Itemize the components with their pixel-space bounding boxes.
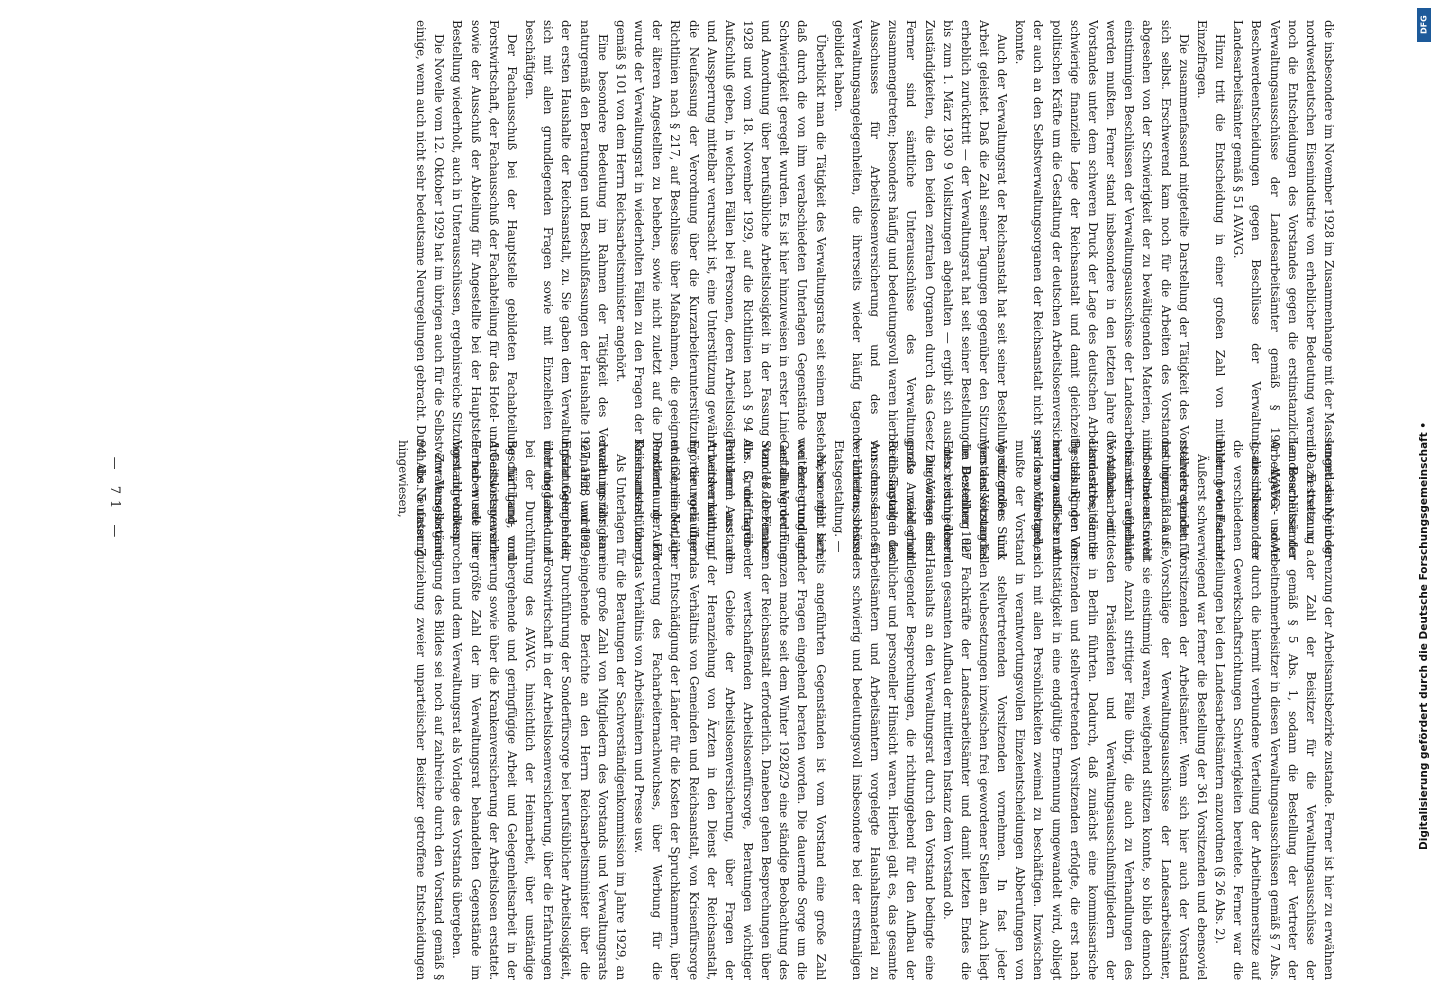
paragraph: Eine besondere Bedeutung im Rahmen der Tätigkeit des Verwaltungsrats kam naturgemäß den Beratungen und Beschlußfassungen der Haushalte 1927, 1928 und 1929, der ersten Haushalte der Reichsanstalt, zu. Sie gaben dem Verwaltungsrat Gelegenheit, sich mit allen grundlegenden Fragen sowie mit Einzelheiten richtunggebend zu beschäftigen. [523, 20, 610, 560]
text-column-lower [138, 440, 1338, 980]
dfg-logo: DFG [1417, 8, 1431, 42]
paragraph: Die Novelle vom 12. Oktober 1929 hat im übrigen auch für die Selbstverwaltungsorgane einige, wenn auch nicht sehr bedeutsame Neuregelungen gebracht. Durch die Neufassung [414, 20, 447, 560]
paragraph: Der Fachausschuß bei der Hauptstelle gebildeten Fachabteilung für Land- und Forstwirtschaft, der Fachausschuß der Fachabteilung für das Hotel- und Gastwirtsgewerbe sowie der Ausschuß der Abteilung für Angestellte bei der Hauptstelle haben seit ihrer Bestellung wiederholt, auch in Unterausschüssen, ergebnisreiche Sitzungen abgehalten. [450, 20, 519, 560]
page-number: — 71 — [107, 456, 122, 544]
paragraph: Die Vorlage des Haushalts an den Verwaltungsrat durch den Vorstand bedingte eine große Anzahl grundlegender Besprechungen, die richtunggebend für den Aufbau der Reichsanstalt in fachlicher und personeller Hinsicht waren. Hierbei galt es, das gesamte von den Landesarbeitsämtern und Arbeitsämtern vorgelegte Haushaltsmaterial zu verarbeiten, besonders schwierig und bedeutungsvoll insbesondere bei der erstmaligen Etatsgestaltung. — [831, 440, 937, 980]
paragraph: Als Unterlagen für die Beratungen der Sachverständigenkommission im Jahre 1929, an denen im übrigen eine große Zahl von Mitgliedern des Vorstands und Verwaltungsrats teilnahm, wurden eingehende Berichte an den Herrn Reichsarbeitsminister über die Erfahrungen bei der Durchführung der Sonderfürsorge bei berufsüblicher Arbeitslosigkeit, über die Land- und Forstwirtschaft in der Arbeitslosenversicherung, über die Erfahrungen bei der Durchführung des AVAVG. hinsichtlich der Heimarbeit, über unständige Beschäftigung, vorübergehende und geringfügige Arbeit und Gelegenheitsarbeit in der Arbeitslosenversicherung sowie über die Krankenversicherung der Arbeitslosen erstattet. Ferner wurde die größte Zahl der im Verwaltungsrat behandelten Gegenstände im Vorstand vorbesprochen und dem Verwaltungsrat als Vorlage des Vorstands übergeben. [450, 440, 628, 980]
paragraph: Äußerst schwerwiegend war ferner die Bestellung der 361 Vorsitzenden und ebensoviel stellvertretenden Vorsitzenden der Arbeitsämter. Wenn sich hier auch der Vorstand naturgemäß auf Vorschläge der Verwaltungsausschüsse der Landesarbeitsämter, insbesondere soweit sie einstimmig waren, weitgehend stützen konnte, so blieb dennoch eine sehr erhebliche Anzahl strittiger Fälle übrig, die auch zu Verhandlungen des Vorstands mit den Präsidenten und Verwaltungsausschußmitgliedern der Landesarbeitsämter in Berlin führten. Dadurch, daß zunächst eine kommissarische Bestellung der Vorsitzenden und stellvertretenden Vorsitzenden erfolgte, die erst nach mehrmonatlicher Amtstätigkeit in eine endgültige Ernennung umgewandelt wird, obliegt es dem Vorstand, sich mit allen Persönlichkeiten zweimal zu beschäftigen. Inzwischen mußte der Vorstand in verantwortungsvollen Einzelentscheidungen Abberufungen von Vorsitzenden und stellvertretenden Vorsitzenden vornehmen. In fast jeder Vorstandssitzung fallen Neubesetzungen inzwischen frei gewordener Stellen an. Auch liegt die Bestellung der Fachkräfte der Landesarbeitsämter und damit letzten Endes die Entscheidung über den gesamten Aufbau der mittleren Instanz dem Vorstand ob. [940, 440, 1209, 980]
paragraph: Zur Verselbständigung des Bildes sei noch auf zahlreiche durch den Vorstand gemäß § 94 Abs. 5 unter Zuziehung zweier unparteiischer Beisitzer getroffene Entscheidungen hingewiesen, [396, 440, 447, 980]
paragraph: Neben den bereits angeführten Gegenständen ist vom Vorstand eine große Zahl weiterer grundlegender Fragen eingehend beraten worden. Die dauernde Sorge um die Gestaltung der Finanzen machte seit dem Winter 1928/29 eine ständige Beobachtung des Standes der Finanzen der Reichsanstalt erforderlich. Daneben gehen Besprechungen über die Grundfragen der wertschaffenden Arbeitslosenfürsorge, Beratungen wichtiger Probleme aus dem Gebiete der Arbeitslosenversicherung, über Fragen der Arbeitsvermittlung, der Heranziehung von Ärzten in den Dienst der Reichsanstalt, Erörterungen über das Verhältnis von Gemeinden und Reichsanstalt, von Krisenfürsorge und Gemeinden, über Entschädigung der Länder für die Kosten der Spruchkammern, über Probleme der Förderung des Facharbeiternachwuchses, über Werbung für die Reichsanstalt, über das Verhältnis von Arbeitsämtern und Presse usw. [632, 440, 828, 980]
paragraph: Die zusammenfassend mitgeteilte Darstellung der Tätigkeit des Vorstandes spricht für sich selbst. Erschwerend kam noch für die Arbeiten des Vorstandes hinzu, daß sie, abgesehen von der Schwierigkeit der zu bewältigenden Materien, nicht selten auf nicht einstimmigen Beschlüssen der Verwaltungsausschüsse der Landesarbeitsämter aufgebaut werden mußten. Ferner stand insbesondere in den letzten Jahre die Aufbauarbeit des Vorstandes unter dem schweren Druck der Lage des deutschen Arbeitsmarktes, der die schwierige finanzielle Lage der Reichsanstalt und damit gleichzeitig das Ringen der politischen Kräfte um die Gestaltung der deutschen Arbeitslosenversicherung auslöste und der auch an den Selbstverwaltungsorganen der Reichsanstalt nicht spurlos vorübergehen konnte. [1013, 20, 1191, 560]
paragraph: Überblickt man die Tätigkeit des Verwaltungsrats seit seinem Bestehen, so ergibt sich, daß durch die von ihm verabschiedeten Unterlagen Gegenstände von Bedeutung und Schwierigkeit geregelt wurden. Es ist hier hinzuweisen in erster Linie auf die Verordnung und Anordnung über berufsübliche Arbeitslosigkeit in der Fassung vom 18. Dezember 1928 und vom 18. November 1929, auf die Richtlinien nach § 94 Abs. 3, die darüber Aufschluß geben, in welchen Fällen bei Personen, deren Arbeitslosigkeit durch Ausstand und Aussperrung mittelbar verursacht ist, eine Unterstützung gewährt werden kann, auf die Neufassung der Verordnung über die Kurzarbeiterunterstützung, die vorläufigen Richtlinien nach § 217, auf Beschlüsse über Maßnahmen, die geeignet sind, die Notlage der älteren Angestellten zu beheben, sowie nicht zuletzt auf die Dienstordnung. Auch wurde der Verwaltungsrat in wiederholten Fällen zu den Fragen der Krisenunterstützung gemäß § 101 von dem Herrn Reichsarbeitsminister angehört. [613, 20, 828, 560]
paragraph: Hinzu tritt die Entscheidung in einer großen Zahl von mitunter bedeutsamen Einzelfragen. [1194, 20, 1228, 560]
paragraph: die insbesondere im November 1928 im Zusammenhange mit der Massenentlassung in der nordwestdeutschen Eisenindustrie von erheblicher Bedeutung waren. Dazu treten u. a. noch die Entscheidungen des Vorstandes gegen die erstinstanzlichen Beschlüsse der Verwaltungsausschüsse der Landesarbeitsämter gemäß § 190 AVAVG. sowie Beschwerdeentscheidungen gegen Beschlüsse der Verwaltungsausschüsse der Landesarbeitsämter gemäß § 51 AVAVG. [1231, 20, 1336, 560]
paragraph: Auch der Verwaltungsrat der Reichsanstalt hat seit seiner Bestellung ein großes Stück Arbeit geleistet. Daß die Zahl seiner Tagungen gegenüber den Sitzungen des Vorstandes erheblich zurücktritt — der Verwaltungsrat hat seit seiner Bestellung im Dezember 1927 bis zum 1. März 1930 9 Vollsitzungen abgehalten — ergibt sich aus den verschiedenen Zuständigkeiten, die den beiden zentralen Organen durch das Gesetz zugewiesen sind. Ferner sind sämtliche Unterausschüsse des Verwaltungsrats wiederholt zusammengetreten; besonders häufig und bedeutungsvoll waren hierbei die Tagungen des Ausschusses für Arbeitslosenversicherung und des Ausschusses für Verwaltungsangelegenheiten, die ihrerseits wieder häufig tagende Unterausschüsse gebildet haben. [831, 20, 1010, 560]
paragraph: lungen die Neubegrenzung der Arbeitsamtsbezirke zustande. Ferner ist hier zu erwähnen die Festsetzung der Zahl der Beisitzer für die Verwaltungsausschüsse der Landesarbeitsämter gemäß § 5 Abs. 1, sodann die Bestellung der Vertreter der Arbeitgeber- und Arbeitnehmerbeisitzer in diesen Verwaltungsausschüssen gemäß § 7 Abs. 1, die insbesondere durch die hiermit verbundene Verteilung der Arbeitnehmersitze auf die verschiedenen Gewerkschaftsrichtungen Schwierigkeiten bereitete. Ferner war die Bildung von Fachabteilungen bei den Landesarbeitsämtern anzuordnen (§ 26 Abs. 2). [1213, 440, 1336, 980]
digitization-credit: Digitalisierung gefördert durch die Deutsche Forschungsgemeinschaft • [1418, 421, 1430, 850]
